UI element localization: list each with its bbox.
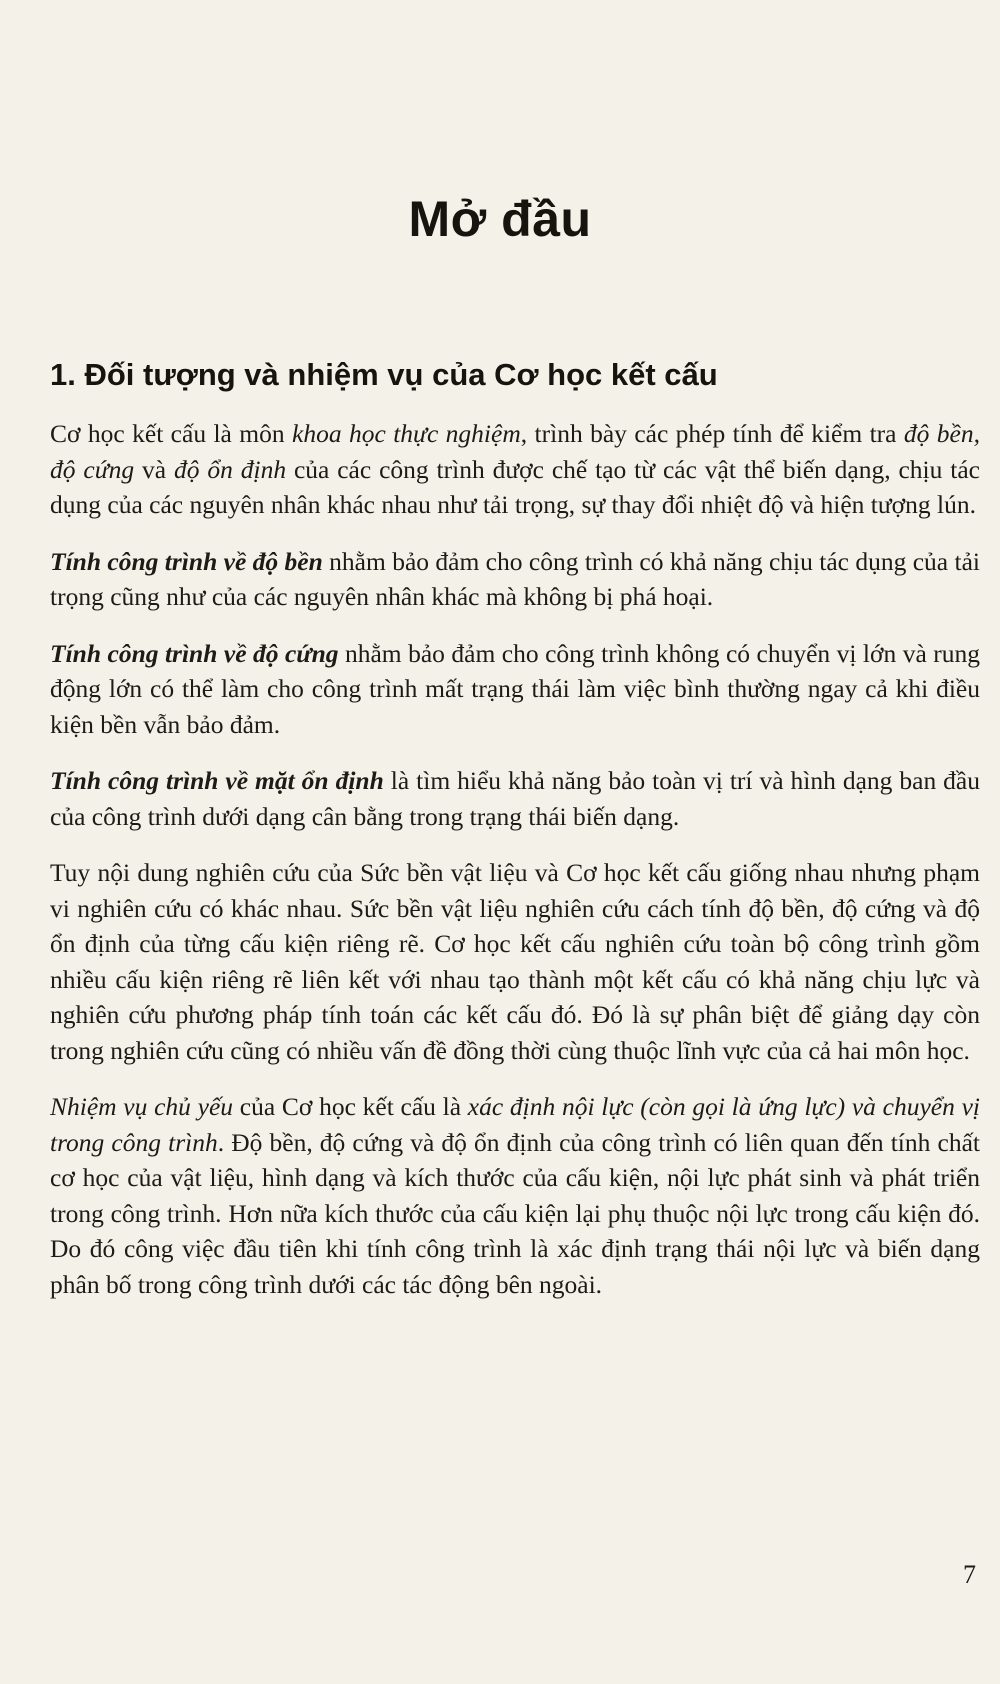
italic-text-run: Nhiệm vụ chủ yếu: [50, 1092, 234, 1121]
bold-italic-term: Tính công trình về độ cứng: [50, 638, 339, 668]
text-run: nhằm bảo đảm cho công trình có khả năng chịu tác dụng của tải trọng cũng như của các nguyên nhân khác mà không bị phá hoại.: [50, 546, 980, 611]
text-run: của Cơ học kết cấu là: [233, 1092, 468, 1121]
body-text: [50, 416, 980, 1323]
bold-italic-term: Tính công trình về mặt ổn định: [50, 766, 384, 795]
text-run: , trình bày các phép tính để kiểm tra: [520, 419, 904, 448]
paragraph: [50, 544, 980, 615]
text-run: là tìm hiểu khả năng bảo toàn vị trí và hình dạng ban đầu của công trình dưới dạng cân bằng trong trạng thái biến dạng.: [50, 766, 980, 831]
page-number: 7: [963, 1560, 976, 1589]
italic-text-run: khoa học thực nghiệm: [292, 419, 521, 448]
italic-text-run: độ bền, độ cứng: [50, 419, 980, 484]
section-heading: 1. Đối tượng và nhiệm vụ của Cơ học kết cấu: [50, 357, 718, 392]
text-run: nhằm bảo đảm cho công trình không có chuyển vị lớn và rung động lớn có thể làm cho công trình mất trạng thái làm việc bình thường ngay cả khi điều kiện bền vẫn bảo đảm.: [50, 638, 980, 739]
paragraph: [50, 763, 980, 834]
italic-text-run: xác định nội lực (còn gọi là ứng lực) và chuyển vị trong công trình: [50, 1092, 980, 1157]
text-run: Cơ học kết cấu là môn: [50, 419, 293, 448]
text-run: và: [134, 454, 174, 484]
paragraph: [50, 855, 980, 1068]
italic-text-run: độ ổn định: [173, 454, 287, 484]
text-run: Tuy nội dung nghiên cứu của Sức bền vật liệu và Cơ học kết cấu giống nhau nhưng phạm vi nghiên cứu có khác nhau. Sức bền vật liệu nghiên cứu cách tính độ bền, độ cứng và độ ổn định của từng cấu kiện riêng rẽ. Cơ học kết cấu nghiên cứu toàn bộ công trình gồm nhiều cấu kiện riêng rẽ liên kết với nhau tạo thành một kết cấu có khả năng chịu lực và nghiên cứu phương pháp tính toán các kết cấu đó. Đó là sự phân biệt để giảng dạy còn trong nghiên cứu cũng có nhiều vấn đề đồng thời cùng thuộc lĩnh vực của cả hai môn học.: [50, 858, 980, 1065]
bold-italic-term: Tính công trình về độ bền: [50, 546, 323, 576]
paragraph: [50, 636, 980, 743]
chapter-title: Mở đầu: [408, 191, 592, 247]
text-run: . Độ bền, độ cứng và độ ổn định của công trình có liên quan đến tính chất cơ học của vật liệu, hình dạng và kích thước của cấu kiện, nội lực phát sinh và phát triển trong công trình. Hơn nữa kích thước của cấu kiện lại phụ thuộc nội lực trong cấu kiện đó. Do đó công việc đầu tiên khi tính công trình là xác định trạng thái nội lực và biến dạng phân bố trong công trình dưới các tác động bên ngoài.: [50, 1127, 980, 1299]
paragraph: [50, 1089, 980, 1302]
paragraph: [50, 416, 980, 523]
text-run: của các công trình được chế tạo từ các vật thể biến dạng, chịu tác dụng của các nguyên nhân khác nhau như tải trọng, sự thay đổi nhiệt độ và hiện tượng lún.: [50, 454, 980, 519]
